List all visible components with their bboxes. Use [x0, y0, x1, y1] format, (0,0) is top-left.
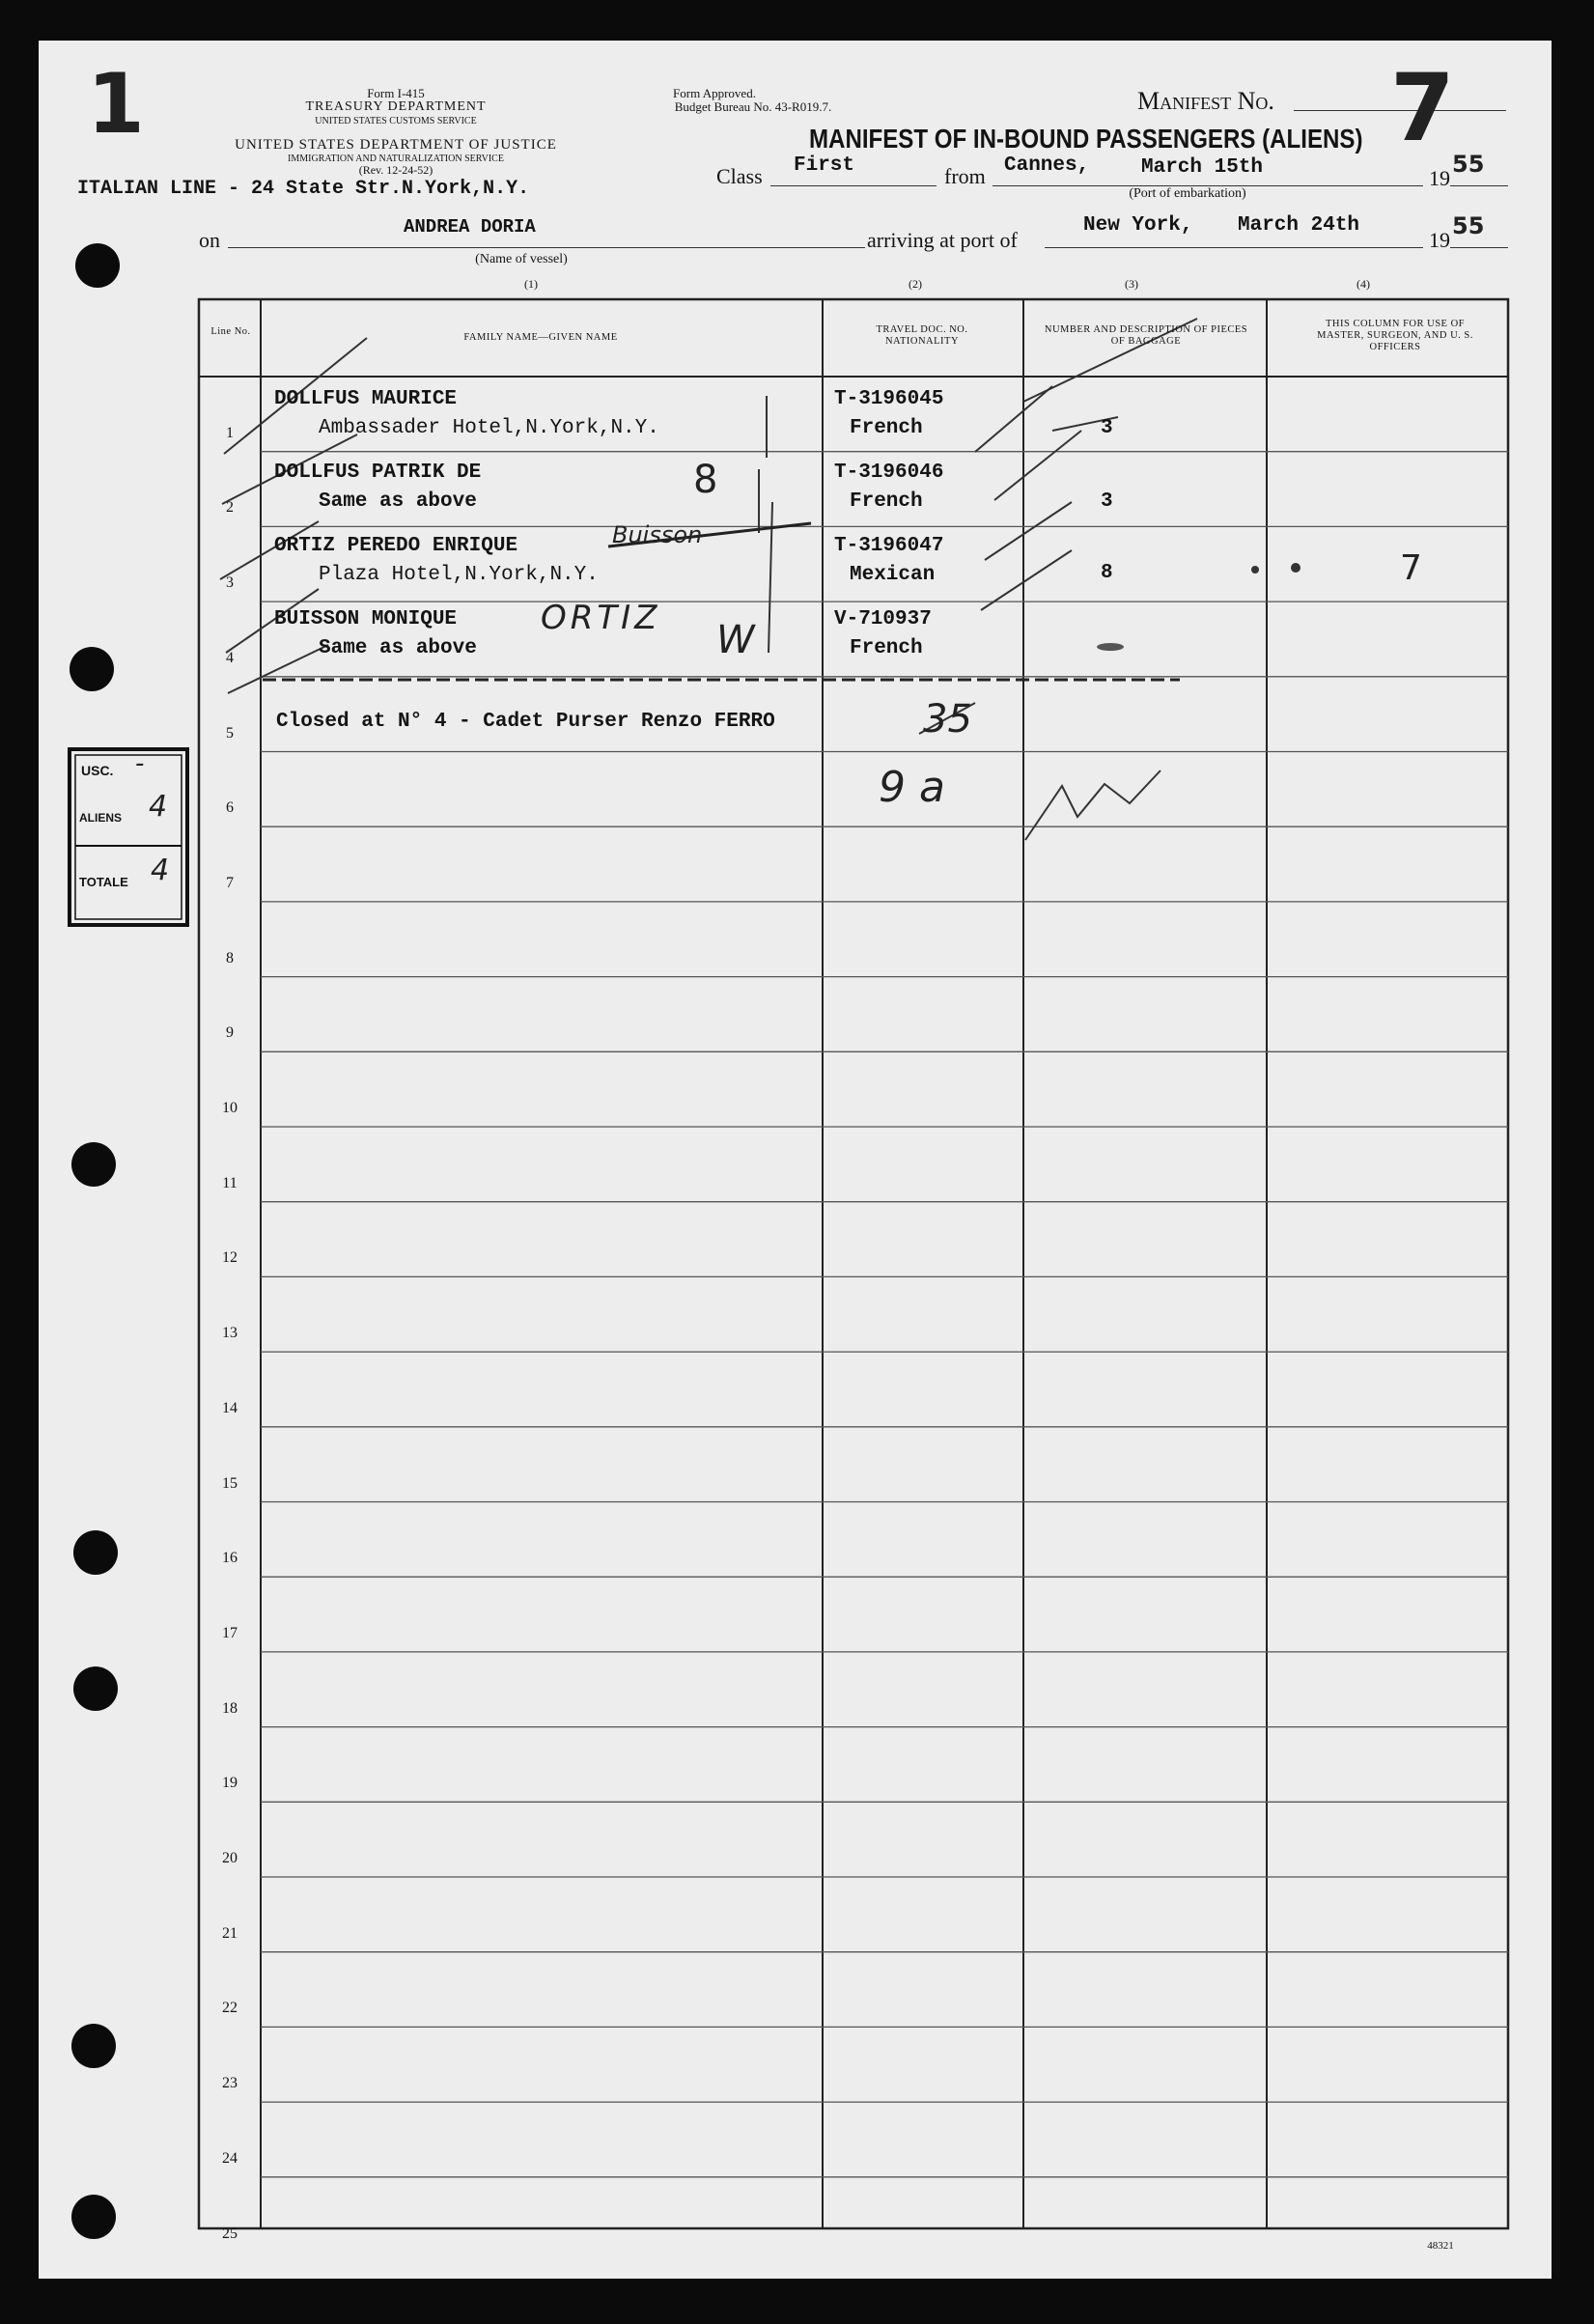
line-number: 23: [222, 2075, 238, 2092]
line-number: 9: [226, 1024, 234, 1042]
line-number: 13: [222, 1325, 238, 1342]
baggage-count: 3: [1101, 490, 1113, 513]
line-number: 14: [222, 1399, 238, 1416]
line-number: 18: [222, 1699, 238, 1717]
class-value: First: [794, 154, 855, 177]
year-prefix-2: 19: [1429, 228, 1450, 252]
passenger-address: Plaza Hotel,N.York,N.Y.: [319, 564, 599, 586]
line-number: 17: [222, 1624, 238, 1641]
line-number: 2: [226, 499, 234, 517]
line-number: 7: [226, 874, 234, 891]
nationality: French: [850, 417, 923, 439]
handwritten-mark: 8: [693, 458, 718, 502]
year-prefix-1: 19: [1429, 166, 1450, 190]
year-1: 55: [1452, 151, 1485, 178]
justice-dept: UNITED STATES DEPARTMENT OF JUSTICE: [235, 137, 557, 153]
passenger-name: ORTIZ PEREDO ENRIQUE: [274, 535, 518, 557]
passenger-address: Same as above: [319, 637, 477, 659]
manifest-number: 7: [1390, 54, 1455, 162]
line-number: 25: [222, 2225, 238, 2242]
from-label: from: [944, 164, 986, 188]
line-number: 22: [222, 2000, 238, 2017]
handwritten-w: W: [716, 618, 755, 662]
form-approved: Form Approved.: [673, 86, 756, 100]
nationality: French: [850, 490, 923, 513]
treasury-dept: TREASURY DEPARTMENT: [305, 99, 487, 114]
on-label: on: [199, 228, 220, 252]
line-number: 15: [222, 1474, 238, 1492]
baggage-count: 8: [1101, 562, 1113, 584]
nationality: Mexican: [850, 564, 936, 586]
line-number: 3: [226, 574, 234, 592]
vessel-caption: (Name of vessel): [475, 252, 568, 266]
line-number: 10: [222, 1100, 238, 1116]
col-header-officers: THIS COLUMN FOR USE OF MASTER, SURGEON, AND U. S. OFFICERS: [1317, 319, 1473, 352]
tally-usc-label: USC.: [81, 763, 114, 778]
travel-doc: V-710937: [834, 608, 932, 630]
from-date: March 15th: [1141, 156, 1264, 179]
italian-line-stamp: ITALIAN LINE - 24 State Str.N.York,N.Y.: [77, 178, 530, 200]
footer-code: 48321: [1427, 2240, 1454, 2252]
handwritten-col4: 7: [1400, 548, 1422, 588]
travel-doc: T-3196045: [834, 388, 944, 410]
line-number: 21: [222, 1924, 238, 1942]
form-number: Form I-415: [367, 86, 425, 100]
line-number: 24: [222, 2149, 238, 2167]
col-num-1: (1): [524, 277, 538, 291]
manifest-no-label: Manifest No.: [1137, 87, 1274, 115]
manifest-title: MANIFEST OF IN-BOUND PASSENGERS (ALIENS): [809, 124, 1363, 154]
nationality: French: [850, 637, 923, 659]
line-no-header: Line No.: [210, 326, 251, 337]
budget-bureau: Budget Bureau No. 43-R019.7.: [674, 99, 832, 114]
arrival-port: New York,: [1083, 214, 1193, 237]
revision: (Rev. 12-24-52): [358, 163, 433, 177]
line-number: 12: [222, 1249, 238, 1267]
line-number: 11: [222, 1174, 238, 1191]
handwritten-9a: 9 a: [879, 763, 945, 812]
tally-usc: -: [135, 749, 145, 778]
tally-total-label: TOTALE: [79, 875, 128, 889]
year-2: 55: [1452, 212, 1485, 239]
passenger-address: Same as above: [319, 490, 477, 513]
tally-aliens-label: ALIENS: [79, 811, 123, 825]
line-number: 16: [222, 1550, 238, 1567]
travel-doc: T-3196047: [834, 535, 944, 557]
tally-total: 4: [151, 854, 170, 887]
passenger-address: Ambassader Hotel,N.York,N.Y.: [319, 417, 659, 439]
col-header-travel-doc: TRAVEL DOC. NO. NATIONALITY: [876, 324, 968, 347]
line-number: 19: [222, 1775, 238, 1792]
passenger-name: DOLLFUS PATRIK DE: [274, 462, 482, 484]
arriving-label: arriving at port of: [867, 228, 1018, 252]
handwritten-ortiz: ORTIZ: [541, 599, 661, 637]
handwritten-strike: Buisson: [612, 521, 703, 548]
col-header-baggage: NUMBER AND DESCRIPTION OF PIECES OF BAGGAGE: [1044, 324, 1248, 347]
baggage-count: 3: [1101, 417, 1113, 439]
col-num-3: (3): [1125, 277, 1138, 291]
embark-caption: (Port of embarkation): [1129, 186, 1246, 201]
from-port: Cannes,: [1004, 154, 1090, 177]
closing-note: Closed at N° 4 - Cadet Purser Renzo FERRO: [276, 711, 775, 733]
line-number: 4: [226, 649, 234, 666]
line-number: 1: [226, 424, 234, 441]
handwritten-35: 35: [923, 697, 972, 742]
line-number: 5: [226, 724, 234, 742]
col-num-2: (2): [909, 277, 922, 291]
handwritten-page-mark: 1: [87, 56, 145, 153]
customs-service: UNITED STATES CUSTOMS SERVICE: [315, 116, 477, 126]
arrival-date: March 24th: [1238, 214, 1360, 237]
tally-aliens: 4: [149, 790, 168, 824]
class-label: Class: [716, 164, 763, 188]
passenger-name: BUISSON MONIQUE: [274, 608, 458, 630]
passenger-name: DOLLFUS MAURICE: [274, 388, 458, 410]
vessel-name: ANDREA DORIA: [404, 216, 536, 238]
col-num-4: (4): [1356, 277, 1370, 291]
line-number: 8: [226, 949, 234, 966]
ins-service: IMMIGRATION AND NATURALIZATION SERVICE: [288, 154, 504, 164]
line-number: 6: [226, 799, 234, 817]
col-header-name: FAMILY NAME—GIVEN NAME: [463, 332, 618, 343]
travel-doc: T-3196046: [834, 462, 944, 484]
line-number: 20: [222, 1850, 238, 1866]
